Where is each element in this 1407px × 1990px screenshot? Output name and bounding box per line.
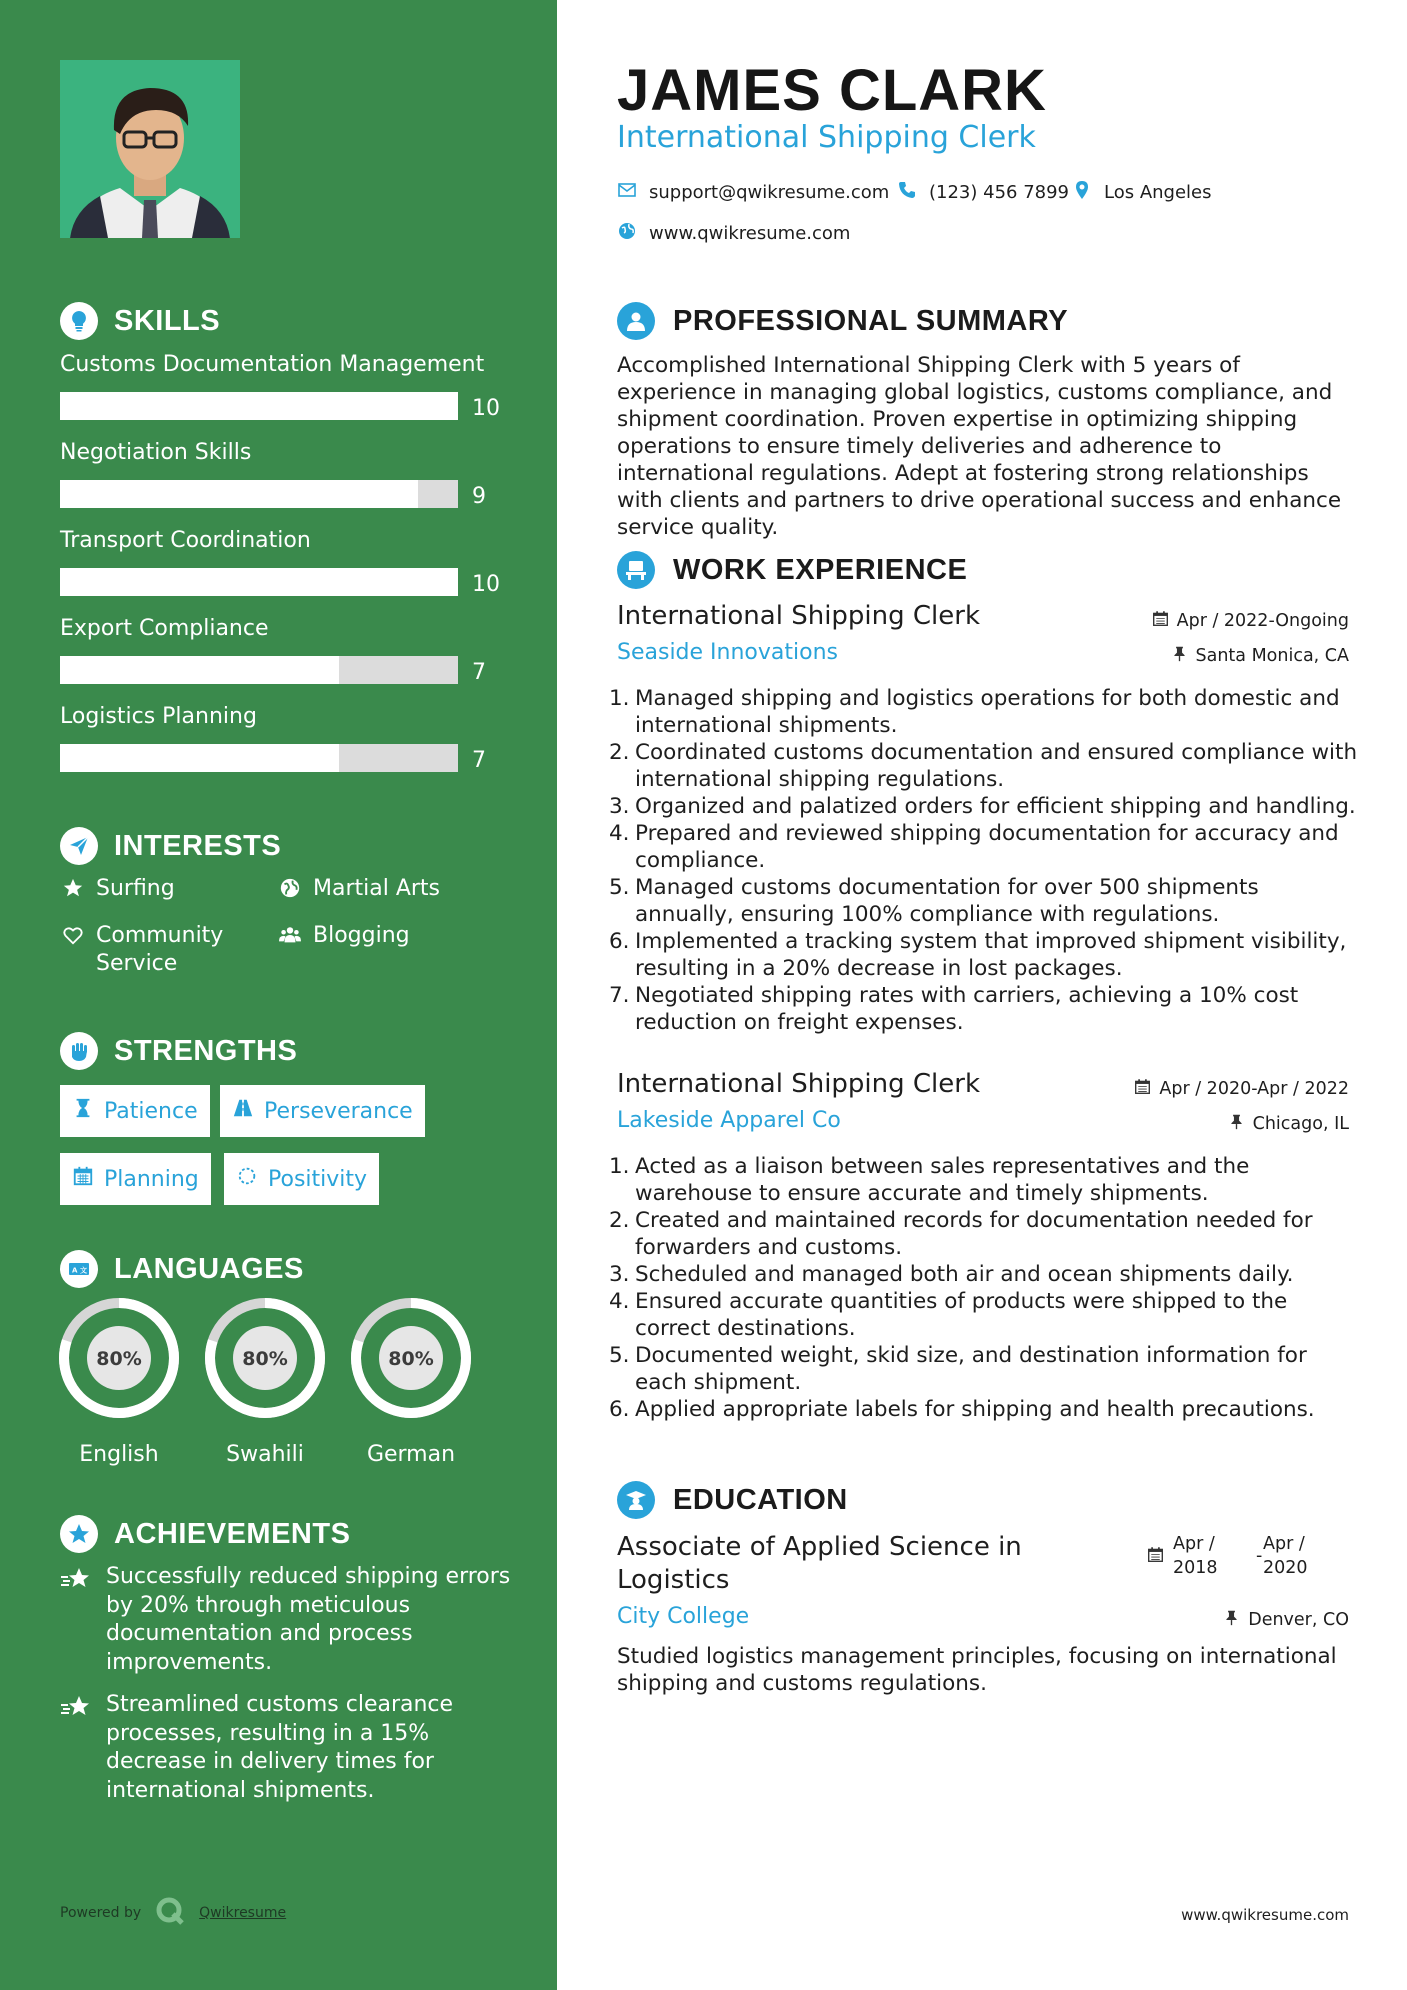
language-name: German [366, 1442, 456, 1467]
strengths-heading [60, 1032, 297, 1070]
language-name: Swahili [226, 1442, 304, 1467]
education-heading [617, 1481, 848, 1519]
skill-bar-fill [60, 744, 339, 772]
spinner-icon [236, 1165, 258, 1193]
achievements-heading [60, 1515, 350, 1553]
language-item [57, 1296, 181, 1467]
skill-bar [60, 568, 458, 596]
calendar-icon [72, 1165, 94, 1193]
candidate-title: International Shipping Clerk [617, 120, 1036, 155]
skills-heading [60, 302, 220, 340]
lightbulb-icon [60, 302, 98, 340]
envelope-icon [617, 180, 637, 205]
duty-text: Managed customs documentation for over 500 shipments annually, ensuring 100% compliance with regulations. [635, 875, 1259, 927]
contact-location [1072, 180, 1212, 205]
skill-level: 7 [472, 660, 486, 685]
strength-label: Positivity [268, 1166, 368, 1192]
interest-item [277, 875, 497, 903]
location-text: Los Angeles [1104, 182, 1212, 203]
svg-text:A: A [72, 1266, 78, 1275]
language-percent: 80% [96, 1348, 142, 1370]
skill-item [60, 702, 500, 773]
graduate-icon [617, 1481, 655, 1519]
pushpin-icon [1228, 1113, 1245, 1135]
degree-line: Logistics [617, 1565, 730, 1595]
date-line: Apr / [1263, 1534, 1305, 1554]
email-text: support@qwikresume.com [649, 182, 890, 203]
footer-website[interactable]: www.qwikresume.com [1181, 1906, 1349, 1924]
road-icon [232, 1097, 254, 1125]
job-dates-text: Apr / 2022-Ongoing [1176, 611, 1349, 631]
company-name: Lakeside Apparel Co [617, 1108, 841, 1133]
experience-heading [617, 551, 967, 589]
language-ring [57, 1296, 181, 1420]
job-duties [609, 685, 1359, 1036]
skill-bar [60, 480, 458, 508]
skill-level: 9 [472, 484, 486, 509]
map-pin-icon [1072, 180, 1092, 205]
interest-label: Martial Arts [313, 876, 441, 901]
duty-item: 4. Ensured accurate quantities of products were shipped to the correct destinations. [609, 1288, 1359, 1342]
pushpin-icon [1223, 1609, 1240, 1631]
duty-item: 6. Implemented a tracking system that improved shipment visibility, resulting in a 20% decrease in lost packages. [609, 928, 1359, 982]
phone-text: (123) 456 7899 [929, 182, 1070, 203]
job-duties [609, 1153, 1359, 1423]
skill-level: 10 [472, 572, 500, 597]
job-dates [1152, 610, 1349, 632]
education-location [1223, 1609, 1349, 1631]
skill-item [60, 614, 500, 685]
summary-heading [617, 302, 1068, 340]
skill-bar-fill [60, 392, 458, 420]
qwikresume-logo-icon [155, 1896, 185, 1930]
duty-item: 3. Scheduled and managed both air and ocean shipments daily. [609, 1261, 1359, 1288]
duty-item: 4. Prepared and reviewed shipping documentation for accuracy and compliance. [609, 820, 1359, 874]
duty-item: 2. Coordinated customs documentation and ensured compliance with international shipping regulations. [609, 740, 1358, 792]
job-location [1228, 1113, 1349, 1135]
strength-label: Perseverance [264, 1098, 413, 1124]
company-name: Seaside Innovations [617, 640, 838, 665]
language-name: English [79, 1442, 159, 1467]
duty-item: 6. Applied appropriate labels for shipping and health precautions. [609, 1396, 1359, 1423]
job-location [1171, 645, 1350, 667]
job-location-text: Chicago, IL [1252, 1114, 1349, 1134]
shooting-star-icon [60, 1691, 94, 1805]
duty-text: Implemented a tracking system that improved shipment visibility, resulting in a 20% decrease in lost packages. [635, 929, 1347, 981]
globe-icon [617, 221, 637, 246]
skill-bar-fill [60, 568, 458, 596]
job-dates [1134, 1078, 1349, 1100]
school-name: City College [617, 1604, 750, 1629]
degree-line: Associate of Applied Science in [617, 1532, 1022, 1562]
strength-tag [224, 1153, 379, 1205]
language-item [349, 1296, 473, 1467]
calendar-icon [1152, 610, 1169, 632]
achievement-text: Streamlined customs clearance processes, resulting in a 15% decrease in delivery times for international shipments. [106, 1692, 454, 1803]
globe-icon [277, 875, 303, 903]
language-ring [349, 1296, 473, 1420]
duty-item: 1. Acted as a liaison between sales representatives and the warehouse to ensure accurate and timely shipments. [609, 1153, 1359, 1207]
powered-by [60, 1896, 286, 1930]
achievement-item [60, 1691, 520, 1805]
language-percent: 80% [242, 1348, 288, 1370]
job-title: International Shipping Clerk [617, 1069, 981, 1099]
skill-level: 7 [472, 748, 486, 773]
user-icon [617, 302, 655, 340]
skill-bar-fill [60, 656, 339, 684]
interest-item [60, 875, 260, 903]
users-icon [277, 922, 303, 950]
duty-text: Coordinated customs documentation and ensured compliance with international shipping regulations. [635, 740, 1358, 792]
duty-item: 5. Documented weight, skid size, and destination information for each shipment. [609, 1342, 1359, 1396]
pushpin-icon [1171, 645, 1188, 667]
interest-item [60, 922, 240, 978]
fist-icon [60, 1032, 98, 1070]
candidate-name: JAMES CLARK [617, 58, 1047, 123]
duty-item: 1. Managed shipping and logistics operations for both domestic and international shipments. [609, 685, 1359, 739]
skill-name: Transport Coordination [60, 528, 311, 553]
strength-tag [60, 1153, 211, 1205]
skill-name: Export Compliance [60, 616, 269, 641]
education-end-date [1263, 1532, 1308, 1580]
qwikresume-link[interactable]: Qwikresume [199, 1905, 287, 1921]
skill-bar [60, 656, 458, 684]
calendar-icon [1134, 1078, 1151, 1100]
powered-label: Powered by [60, 1905, 142, 1921]
interest-item [277, 922, 497, 950]
heart-icon [60, 922, 86, 978]
duty-text: Managed shipping and logistics operations for both domestic and international shipments. [635, 686, 1340, 738]
star-icon [60, 875, 86, 903]
duty-item: 3. Organized and palatized orders for efficient shipping and handling. [609, 793, 1359, 820]
skill-bar [60, 744, 458, 772]
education-title: EDUCATION [673, 1483, 848, 1516]
language-percent: 80% [388, 1348, 434, 1370]
date-line: 2020 [1263, 1558, 1308, 1578]
summary-text: Accomplished International Shipping Clerk with 5 years of experience in managing global logistics, customs compliance, and shipment coordination. Proven expertise in optimizing shipping operations to ensure timely deliveries and adherence to international regulations. Adept at fostering strong relationships with clients and partners to drive operational success and enhance service quality. [617, 353, 1342, 540]
degree-title [617, 1531, 1067, 1597]
skill-bar-fill [60, 480, 418, 508]
strength-tag [60, 1085, 210, 1137]
languages-heading [60, 1250, 304, 1288]
education-start-date [1173, 1532, 1218, 1580]
strength-label: Planning [104, 1166, 199, 1192]
skill-name: Negotiation Skills [60, 440, 252, 465]
job-title: International Shipping Clerk [617, 601, 981, 631]
duty-text: Negotiated shipping rates with carriers, achieving a 10% cost reduction on freight expenses. [635, 983, 1299, 1035]
star-badge-icon [60, 1515, 98, 1553]
duty-text: Documented weight, skid size, and destination information for each shipment. [635, 1343, 1307, 1395]
svg-text:文: 文 [80, 1266, 88, 1275]
contact-website[interactable] [617, 221, 850, 246]
skill-item [60, 350, 500, 421]
experience-title: WORK EXPERIENCE [673, 553, 968, 586]
duty-text: Organized and palatized orders for efficient shipping and handling. [635, 794, 1356, 819]
desk-icon [617, 551, 655, 589]
duty-text: Created and maintained records for documentation needed for forwarders and customs. [635, 1208, 1313, 1260]
education-location-text: Denver, CO [1248, 1610, 1349, 1630]
date-separator: - [1256, 1546, 1263, 1566]
achievement-text: Successfully reduced shipping errors by 20% through meticulous documentation and process improvements. [106, 1564, 511, 1675]
skill-item [60, 526, 500, 597]
skill-bar [60, 392, 458, 420]
phone-icon [897, 180, 917, 205]
skills-title: SKILLS [114, 304, 221, 337]
date-line: Apr / [1173, 1534, 1215, 1554]
job-location-text: Santa Monica, CA [1195, 646, 1349, 666]
duty-item: 2. Created and maintained records for documentation needed for forwarders and customs. [609, 1207, 1359, 1261]
interest-label: Surfing [96, 876, 175, 901]
interest-label: Blogging [313, 923, 410, 948]
languages-title: LANGUAGES [114, 1252, 304, 1285]
education-description: Studied logistics management principles, focusing on international shipping and customs regulations. [617, 1644, 1337, 1696]
sidebar [0, 0, 557, 1990]
summary-title: PROFESSIONAL SUMMARY [673, 304, 1069, 337]
hourglass-icon [72, 1097, 94, 1125]
duty-text: Scheduled and managed both air and ocean shipments daily. [635, 1262, 1294, 1287]
duty-text: Ensured accurate quantities of products were shipped to the correct destinations. [635, 1289, 1288, 1341]
skill-name: Logistics Planning [60, 704, 257, 729]
contact-phone[interactable] [897, 180, 1069, 205]
skill-level: 10 [472, 396, 500, 421]
shooting-star-icon [60, 1563, 94, 1677]
language-item [203, 1296, 327, 1467]
duty-item: 7. Negotiated shipping rates with carriers, achieving a 10% cost reduction on freight expenses. [609, 982, 1359, 1036]
profile-photo [60, 60, 240, 238]
duty-item: 5. Managed customs documentation for over 500 shipments annually, ensuring 100% compliance with regulations. [609, 874, 1359, 928]
interests-title: INTERESTS [114, 829, 282, 862]
contact-email[interactable] [617, 180, 889, 205]
strength-label: Patience [104, 1098, 198, 1124]
duty-text: Acted as a liaison between sales representatives and the warehouse to ensure accurate and timely shipments. [635, 1154, 1250, 1206]
language-icon [60, 1250, 98, 1288]
interest-label: Community Service [96, 923, 224, 976]
paper-plane-icon [60, 827, 98, 865]
language-ring [203, 1296, 327, 1420]
interests-heading [60, 827, 281, 865]
job-dates-text: Apr / 2020-Apr / 2022 [1159, 1079, 1349, 1099]
strengths-title: STRENGTHS [114, 1034, 298, 1067]
achievements-title: ACHIEVEMENTS [114, 1517, 351, 1550]
duty-text: Prepared and reviewed shipping documentation for accuracy and compliance. [635, 821, 1339, 873]
skill-name: Customs Documentation Management [60, 352, 485, 377]
skill-item [60, 438, 500, 509]
strength-tag [220, 1085, 425, 1137]
website-text: www.qwikresume.com [649, 223, 851, 244]
achievement-item [60, 1563, 520, 1677]
calendar-icon [1147, 1546, 1164, 1567]
date-line: 2018 [1173, 1558, 1218, 1578]
duty-text: Applied appropriate labels for shipping and health precautions. [635, 1397, 1315, 1422]
